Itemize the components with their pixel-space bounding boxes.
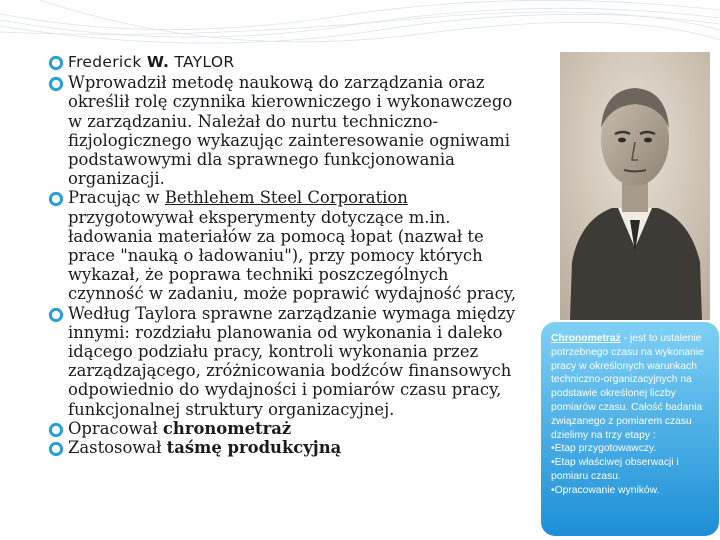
bullet-method: Wprowadził metodę naukową do zarządzania oraz określił rolę czynnika kierowniczego i wykonawczego w zarządzaniu. Należał do nurtu techniczno-fizjologicznego wykazując zainteresowanie ogniwami podstawowymi dla sprawnego funkcjonowania organizacji. (48, 73, 518, 188)
chronometraz-callout: Chronometraż - jest to ustalenie potrzebnego czasu na wykonanie pracy w określonych warunkach techniczno-organizacyjnych na podstawie określonej liczby pomiarów czasu. Całość badania związanego z pomiarem czasu dzielimy na trzy etapy : •Etap przygotowawczy. •Etap właściwej obserwacji i pomiaru czasu. •Opracowanie wyników. (541, 322, 719, 536)
bullet-bethlehem: Pracując w Bethlehem Steel Corporation przygotowywał eksperymenty dotyczące m.in. ładowania materiałów za pomocą łopat (nazwał te prace "nauką o ładowaniu"), przy pomocy których wykazał, że poprawa techniki poszczególnych czynność w zadaniu, może poprawić wydajność pracy, (48, 188, 518, 303)
circle-bullet-icon (48, 76, 64, 92)
callout-step: •Opracowanie wyników. (551, 484, 660, 496)
bethlehem-link[interactable]: Bethlehem Steel Corporation (164, 188, 408, 208)
portrait-photo (560, 52, 710, 320)
callout-step: •Etap właściwej obserwacji i pomiaru czasu. (551, 457, 679, 482)
bullet-list (48, 52, 518, 457)
circle-bullet-icon (48, 441, 64, 457)
circle-bullet-icon (48, 191, 64, 207)
circle-bullet-icon (48, 55, 64, 71)
circle-bullet-icon (48, 307, 64, 323)
callout-heading: Chronometraż (551, 333, 621, 344)
circle-bullet-icon (48, 422, 64, 438)
bullet-tasma: Zastosował taśmę produkcyjną (48, 438, 518, 457)
bullet-chronometraz: Opracował chronometraż (48, 419, 518, 438)
callout-step: •Etap przygotowawczy. (551, 443, 657, 455)
slide-title: Frederick W. TAYLOR (48, 52, 518, 72)
bullet-management: Według Taylora sprawne zarządzanie wymaga między innymi: rozdziału planowania od wykonania i daleko idącego podziału pracy, kontroli wykonania przez zarządzającego, zróżnicowania bodźców finansowych odpowiednio do wydajności i pomiarów czasu pracy, funkcjonalnej struktury organizacyjnej. (48, 304, 518, 419)
